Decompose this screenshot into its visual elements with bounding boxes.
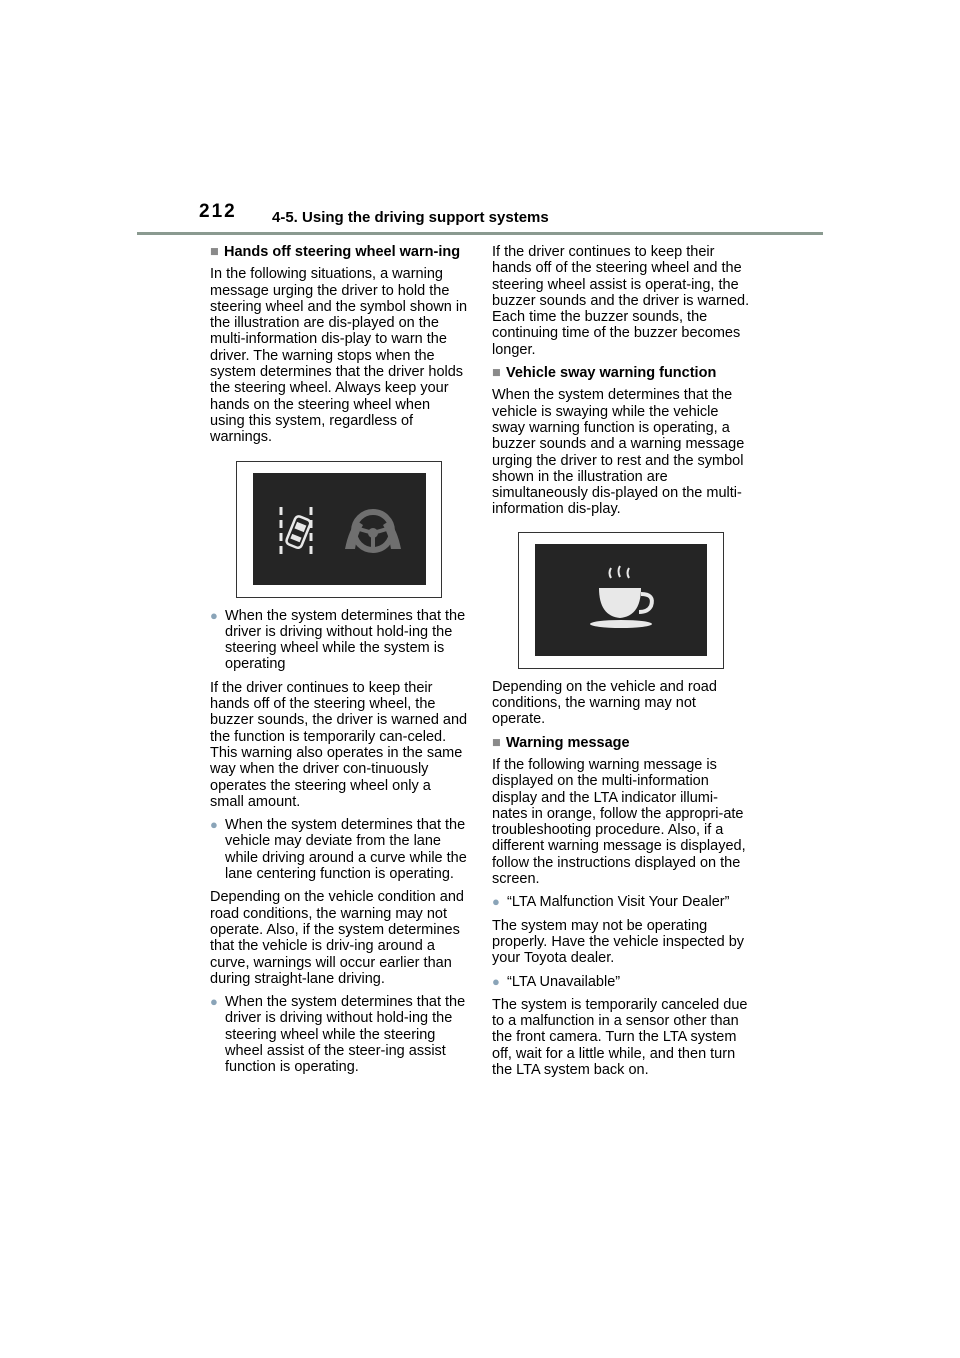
paragraph: The system is temporarily canceled due to a malfunction in a sensor other than the front camera. Turn the LTA system off, wait for a little while, and then turn the LTA system back on. <box>492 996 748 1078</box>
bullet-dot-icon: ● <box>492 973 500 989</box>
heading-text: Warning message <box>506 734 630 751</box>
header-divider <box>137 232 823 235</box>
bullet-item: ● “LTA Malfunction Visit Your Dealer” <box>492 894 730 911</box>
right-column <box>492 244 750 1085</box>
heading-hands-off <box>210 244 468 260</box>
section-title: 4-5. Using the driving support systems <box>272 209 549 226</box>
square-marker-icon: ■ <box>492 734 501 751</box>
bullet-dot-icon: ● <box>492 894 500 910</box>
heading-vehicle-sway <box>492 365 750 381</box>
page-number: 212 <box>199 201 237 222</box>
paragraph: Depending on the vehicle and road conditions, the warning may not operate. <box>492 678 717 728</box>
heading-text: Hands off steering wheel warn-ing <box>224 244 461 260</box>
bullet-item: ● When the system determines that the vehicle may deviate from the lane while driving around a curve while the lane centering function is operating. <box>210 817 467 883</box>
bullet-dot-icon: ● <box>210 994 218 1010</box>
left-column <box>210 244 468 1083</box>
paragraph: If the following warning message is displayed on the multi-information display and the LTA indicator illumi-nates in orange, follow the appropri-ate troubleshooting procedure. Also, if a different warning message is displayed, follow the instructions displayed on the screen. <box>492 756 746 888</box>
bullet-item: ● When the system determines that the driver is driving without hold-ing the steering wheel while the system is operating <box>210 607 466 673</box>
paragraph: In the following situations, a warning message urging the driver to hold the steering wheel and the symbol shown in the illustration are dis-played on the multi-information dis-play to warn the driver. The warning stops when the system determines that the driver holds the steering wheel. Always keep your hands on the steering wheel when using this system, regardless of warnings. <box>210 266 468 446</box>
sway-warning-figure <box>518 532 724 669</box>
bullet-item: ● When the system determines that the driver is driving without hold-ing the steering wheel while the steering wheel assist of the steer-ing assist function is operating. <box>210 994 466 1076</box>
bullet-item: ● “LTA Unavailable” <box>492 973 621 990</box>
paragraph: Depending on the vehicle condition and road conditions, the warning may not operate. Also, if the system determines that the vehicle is driv-ing around a curve, warnings will occur earlier than during straight-lane driving. <box>210 889 464 987</box>
paragraph: If the driver continues to keep their hands off of the steering wheel, the buzzer sounds, the driver is warned and the function is temporarily can-celed. This warning also operates in the same way when the driver con-tinuously operates the steering wheel only a small amount. <box>210 679 468 810</box>
display-screen <box>535 544 707 656</box>
square-marker-icon: ■ <box>492 365 501 382</box>
coffee-cup-icon <box>590 566 652 628</box>
square-marker-icon: ■ <box>210 244 219 260</box>
lane-car-icon <box>281 507 311 555</box>
paragraph: If the driver continues to keep their hands off of the steering wheel and the steering wheel assist is operat-ing, the buzzer sounds and the driver is warned. Each time the buzzer sounds, the continuing time of the buzzer becomes longer. <box>492 244 750 358</box>
heading-text: Vehicle sway warning function <box>506 365 717 382</box>
bullet-dot-icon: ● <box>210 817 218 833</box>
heading-warning-message <box>492 735 750 751</box>
hands-off-warning-figure <box>236 461 442 598</box>
paragraph: The system may not be operating properly. Have the vehicle inspected by your Toyota dealer. <box>492 917 745 967</box>
hands-on-wheel-icon <box>345 512 401 550</box>
bullet-dot-icon: ● <box>210 607 218 623</box>
paragraph: When the system determines that the vehicle is swaying while the vehicle sway warning function is operating, a buzzer sounds and a warning message urging the driver to rest and the symbol shown in the illustration are simultaneously dis-played on the multi-information dis-play. <box>492 387 745 518</box>
display-screen <box>253 473 426 585</box>
